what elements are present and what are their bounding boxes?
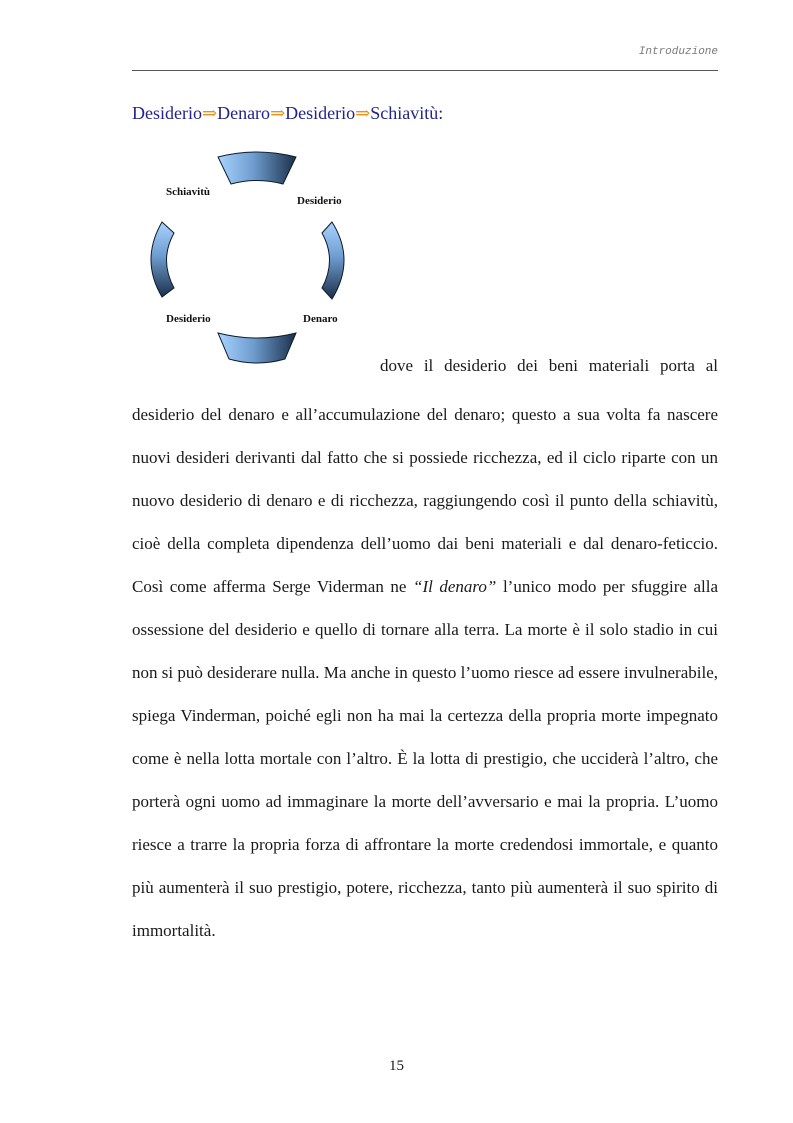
flow-item-denaro: Denaro — [217, 103, 271, 123]
body-text-part-2: l’unico modo per sfuggire alla ossessione del desiderio e quello di tornare alla terra. La morte è il solo stadio in cui non si può desiderare nulla. Ma anche in questo l’uomo riesce ad essere invulnerabile, spiega Vinderman, poiché egli non ha mai la certezza della propria morte impegnato come è nella lotta mortale con l’altro. È la lotta di prestigio, che ucciderà l’altro, che porterà ogni uomo ad immaginare la morte dell’avversario e mai la propria. L’uomo riesce a trarre la propria forza di affrontare la morte credendosi immortale, e quanto più aumenterà il suo prestigio, potere, ricchezza, tanto più aumenterà il suo spirito di immortalità. — [132, 577, 719, 940]
cycle-segment-bottom — [218, 333, 296, 363]
flow-item-desiderio-1: Desiderio — [132, 103, 202, 123]
flow-item-desiderio-2: Desiderio — [285, 103, 356, 123]
header-rule — [132, 70, 718, 71]
cycle-segment-top — [218, 152, 296, 184]
flow-item-schiavitu: Schiavitù: — [370, 103, 444, 123]
cycle-diagram — [140, 145, 370, 370]
page-number: 15 — [389, 1058, 404, 1074]
flow-title — [132, 103, 443, 124]
flow-arrow-icon: ⇒ — [270, 103, 286, 123]
body-paragraph — [132, 393, 718, 952]
running-header: Introduzione — [638, 46, 718, 58]
cycle-label-schiavitu: Schiavitù — [166, 186, 211, 198]
cycle-label-desiderio-bottom: Desiderio — [166, 313, 211, 325]
cycle-segment-left — [151, 222, 174, 297]
cycle-label-desiderio-top: Desiderio — [297, 195, 342, 207]
flow-arrow-icon: ⇒ — [355, 103, 371, 123]
cycle-label-denaro: Denaro — [303, 313, 338, 325]
cycle-segment-right — [322, 222, 344, 299]
paragraph-first-line: dove il desiderio dei beni materiali porta al — [380, 356, 718, 375]
book-title: “Il denaro” — [412, 577, 497, 596]
body-text-part-1: desiderio del denaro e all’accumulazione del denaro; questo a sua volta fa nascere nuovi desideri derivanti dal fatto che si possiede ricchezza, ed il ciclo riparte con un nuovo desiderio di denaro e di ricchezza, raggiungendo così il punto della schiavitù, cioè della completa dipendenza dell’uomo dai beni materiali e dal denaro-feticcio. Così come afferma Serge Viderman ne — [132, 405, 718, 596]
flow-arrow-icon: ⇒ — [201, 103, 218, 123]
